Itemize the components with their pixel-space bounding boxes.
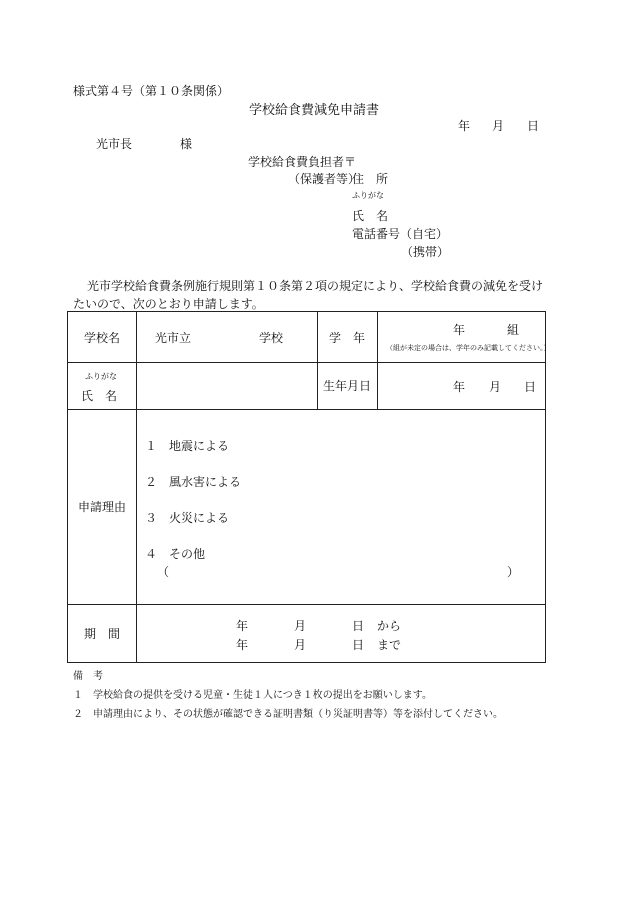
- name-label: 氏 名: [352, 209, 389, 223]
- school-label: 学校名: [83, 330, 120, 345]
- application-table: [67, 311, 551, 663]
- period-from: から: [377, 619, 402, 633]
- note-item: ２ 申請理由により、その状態が確認できる証明書類（り災証明書等）等を添付してください。: [73, 709, 503, 720]
- furigana-label: ふりがな: [352, 191, 384, 200]
- grade-class: 組: [507, 323, 520, 337]
- other-close-paren: ）: [507, 565, 520, 579]
- grade-label: 学 年: [328, 330, 365, 345]
- birth-year: 年: [453, 380, 466, 394]
- birth-label: 生年月日: [322, 379, 371, 393]
- phone-home-label: 電話番号（自宅）: [352, 227, 449, 241]
- student-name-label: 氏 名: [81, 389, 118, 403]
- period-start-day: 日: [352, 619, 365, 633]
- birth-month: 月: [489, 380, 502, 394]
- period-end-year: 年: [236, 638, 249, 652]
- reason-item: ３ 火災による: [145, 511, 230, 525]
- note-item: １ 学校給食の提供を受ける児童・生徒１人につき１枚の提出をお願いします。: [73, 690, 432, 701]
- grade-note: （組が未定の場合は、学年のみ記載してください。）: [386, 344, 551, 352]
- date-month-label: 月: [492, 119, 505, 133]
- period-label: 期 間: [83, 626, 120, 641]
- birth-day: 日: [524, 380, 537, 394]
- period-start-year: 年: [236, 619, 249, 633]
- school-prefix: 光市立: [155, 331, 192, 345]
- period-to: まで: [377, 638, 402, 652]
- form-number: 様式第４号（第１０条関係）: [73, 84, 230, 98]
- page-title: 学校給食費減免申請書: [249, 103, 380, 118]
- student-furigana: ふりがな: [85, 372, 117, 381]
- guardian-label: （保護者等）: [288, 172, 361, 186]
- reason-item: ４ その他: [145, 547, 206, 561]
- reason-item: １ 地震による: [145, 439, 230, 453]
- period-start-month: 月: [294, 619, 307, 633]
- period-end-day: 日: [352, 638, 365, 652]
- reason-label: 申請理由: [77, 500, 126, 514]
- address-label: 住 所: [352, 172, 389, 186]
- intro-text: 光市学校給食費条例施行規則第１０条第２項の規定により、学校給食費の減免を受けたいので、次のとおり申請します。: [73, 279, 544, 311]
- date-year-label: 年: [458, 119, 471, 133]
- other-open-paren: （: [157, 565, 170, 579]
- notes-heading: 備 考: [73, 671, 103, 682]
- school-suffix: 学校: [259, 331, 284, 345]
- payer-label: 学校給食費負担者〒: [248, 155, 357, 169]
- date-day-label: 日: [527, 119, 540, 133]
- grade-year: 年: [453, 323, 466, 337]
- reason-item: ２ 風水害による: [145, 475, 242, 489]
- phone-mobile-label: （携帯）: [401, 245, 450, 259]
- addressee: 光市長 様: [96, 137, 193, 151]
- period-end-month: 月: [294, 638, 307, 652]
